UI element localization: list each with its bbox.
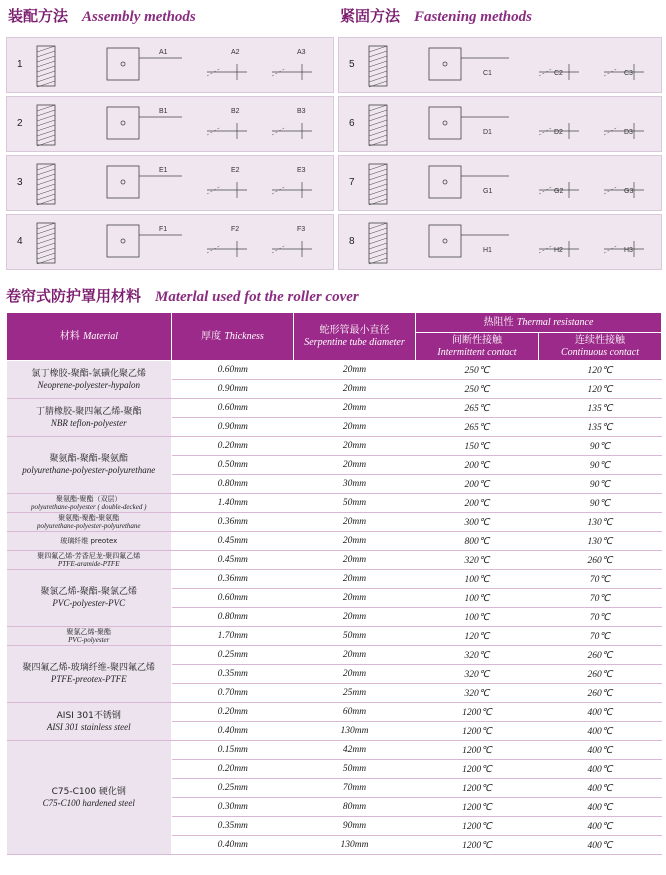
material-name: 聚氨酯-聚酯（双层） polyurethane-polyester ( double-decked ): [7, 494, 172, 513]
fastening-heading-cn: 紧固方法: [340, 7, 401, 25]
table-cell: 0.25mm: [172, 779, 294, 798]
method-label: H3: [624, 247, 633, 254]
table-cell: 260℃: [539, 646, 662, 665]
method-drawing: [339, 97, 661, 151]
table-cell: 0.45mm: [172, 532, 294, 551]
material-name: 聚氯乙烯-聚酯-聚氯乙烯 PVC-polyester-PVC: [7, 570, 172, 627]
table-cell: 20mm: [294, 380, 416, 399]
table-row: [7, 437, 662, 456]
assembly-panel: [6, 155, 334, 211]
table-cell: 0.60mm: [172, 589, 294, 608]
table-cell: 130mm: [294, 722, 416, 741]
method-number: 1: [17, 59, 23, 70]
table-cell: 0.60mm: [172, 399, 294, 418]
table-cell: 400℃: [539, 741, 662, 760]
table-cell: 0.90mm: [172, 380, 294, 399]
method-label: F1: [159, 226, 168, 233]
table-cell: 135℃: [539, 399, 662, 418]
table-cell: 1.70mm: [172, 627, 294, 646]
table-row: [7, 741, 662, 760]
table-cell: 0.25mm: [172, 646, 294, 665]
method-label: G2: [554, 188, 564, 195]
table-cell: 265℃: [416, 399, 539, 418]
table-cell: 20mm: [294, 513, 416, 532]
table-cell: 1200℃: [416, 779, 539, 798]
method-label: H2: [554, 247, 563, 254]
table-cell: 20mm: [294, 608, 416, 627]
method-number: 2: [17, 118, 23, 129]
table-cell: 70℃: [539, 608, 662, 627]
table-cell: 400℃: [539, 817, 662, 836]
material-name: C75-C100 硬化钢 C75-C100 hardened steel: [7, 741, 172, 855]
method-number: 3: [17, 177, 23, 188]
table-cell: 400℃: [539, 836, 662, 855]
table-cell: 400℃: [539, 703, 662, 722]
table-cell: 70℃: [539, 627, 662, 646]
method-label: E2: [231, 167, 240, 174]
table-cell: 250℃: [416, 361, 539, 380]
materials-heading-en: Materlal used fot the roller cover: [155, 289, 359, 305]
table-row: [7, 551, 662, 570]
table-cell: 1200℃: [416, 836, 539, 855]
table-row: [7, 703, 662, 722]
method-drawing: [7, 215, 333, 269]
method-drawing: [7, 97, 333, 151]
table-cell: 20mm: [294, 589, 416, 608]
table-cell: 50mm: [294, 494, 416, 513]
table-cell: 1200℃: [416, 760, 539, 779]
table-cell: 1200℃: [416, 722, 539, 741]
header-thermal: 热阻性 Thermal resistance: [416, 313, 662, 333]
table-cell: 20mm: [294, 570, 416, 589]
method-drawing: [339, 156, 661, 210]
table-cell: 130mm: [294, 836, 416, 855]
table-cell: 200℃: [416, 475, 539, 494]
table-cell: 0.35mm: [172, 665, 294, 684]
table-cell: 90℃: [539, 494, 662, 513]
table-cell: 1200℃: [416, 798, 539, 817]
method-label: A3: [297, 49, 306, 56]
table-row: [7, 361, 662, 380]
table-cell: 320℃: [416, 665, 539, 684]
table-cell: 0.36mm: [172, 570, 294, 589]
table-cell: 20mm: [294, 361, 416, 380]
table-cell: 0.20mm: [172, 760, 294, 779]
table-row: [7, 627, 662, 646]
table-cell: 250℃: [416, 380, 539, 399]
table-cell: 0.30mm: [172, 798, 294, 817]
method-drawing: [7, 38, 333, 92]
table-cell: 0.45mm: [172, 551, 294, 570]
method-drawing: [339, 38, 661, 92]
table-cell: 400℃: [539, 798, 662, 817]
table-cell: 0.90mm: [172, 418, 294, 437]
table-cell: 130℃: [539, 513, 662, 532]
assembly-heading-en: Assembly methods: [82, 9, 196, 25]
table-cell: 320℃: [416, 684, 539, 703]
table-cell: 0.20mm: [172, 437, 294, 456]
table-row: [7, 532, 662, 551]
table-cell: 80mm: [294, 798, 416, 817]
fastening-panel: [338, 96, 662, 152]
table-cell: 120℃: [539, 380, 662, 399]
table-cell: 70℃: [539, 589, 662, 608]
table-cell: 0.80mm: [172, 608, 294, 627]
method-number: 5: [349, 59, 355, 70]
table-cell: 200℃: [416, 456, 539, 475]
table-cell: 265℃: [416, 418, 539, 437]
table-cell: 260℃: [539, 551, 662, 570]
table-cell: 20mm: [294, 418, 416, 437]
table-cell: 0.15mm: [172, 741, 294, 760]
table-cell: 120℃: [539, 361, 662, 380]
table-cell: 1200℃: [416, 817, 539, 836]
fastening-panel: [338, 155, 662, 211]
table-cell: 0.20mm: [172, 703, 294, 722]
material-name: 玻璃纤维 preotex: [7, 532, 172, 551]
table-cell: 0.60mm: [172, 361, 294, 380]
table-cell: 150℃: [416, 437, 539, 456]
table-cell: 1.40mm: [172, 494, 294, 513]
method-number: 8: [349, 236, 355, 247]
material-name: 聚氨酯-聚酯-聚氨酯 polyurethane-polyester-polyurethane: [7, 437, 172, 494]
material-name: 聚四氟乙烯-芳香尼龙-聚四氟乙烯 PTFE-aramide-PTFE: [7, 551, 172, 570]
table-cell: 400℃: [539, 779, 662, 798]
material-name: 氯丁橡胶-聚酯-氯磺化聚乙烯 Neoprene-polyester-hypalon: [7, 361, 172, 399]
method-label: B1: [159, 108, 168, 115]
table-cell: 100℃: [416, 589, 539, 608]
method-label: D2: [554, 129, 563, 136]
table-cell: 90℃: [539, 475, 662, 494]
table-cell: 70℃: [539, 570, 662, 589]
table-cell: 20mm: [294, 665, 416, 684]
table-cell: 120℃: [416, 627, 539, 646]
method-label: B2: [231, 108, 240, 115]
method-label: D1: [483, 129, 492, 136]
table-cell: 20mm: [294, 646, 416, 665]
method-label: A1: [159, 49, 168, 56]
table-cell: 130℃: [539, 532, 662, 551]
table-cell: 100℃: [416, 608, 539, 627]
table-cell: 20mm: [294, 551, 416, 570]
material-name: 丁腈橡胶-聚四氟乙烯-聚酯 NBR teflon-polyester: [7, 399, 172, 437]
method-label: G1: [483, 188, 493, 195]
fastening-panel: [338, 37, 662, 93]
table-row: [7, 494, 662, 513]
method-drawing: [339, 215, 661, 269]
table-cell: 300℃: [416, 513, 539, 532]
method-label: B3: [297, 108, 306, 115]
material-name: 聚氯乙烯-聚酯 PVC-polyester: [7, 627, 172, 646]
table-row: [7, 399, 662, 418]
table-cell: 0.40mm: [172, 722, 294, 741]
table-cell: 50mm: [294, 760, 416, 779]
table-cell: 70mm: [294, 779, 416, 798]
table-cell: 0.35mm: [172, 817, 294, 836]
material-name: 聚四氟乙烯-玻璃纤维-聚四氟乙烯 PTFE-preotex-PTFE: [7, 646, 172, 703]
assembly-heading-cn: 装配方法: [8, 7, 69, 25]
method-label: F3: [297, 226, 306, 233]
method-label: F2: [231, 226, 240, 233]
header-thickness: 厚度 Thickness: [172, 313, 294, 361]
table-cell: 90℃: [539, 456, 662, 475]
table-row: [7, 513, 662, 532]
method-label: C3: [624, 70, 633, 77]
table-cell: 0.50mm: [172, 456, 294, 475]
table-cell: 60mm: [294, 703, 416, 722]
assembly-panel: [6, 37, 334, 93]
table-cell: 800℃: [416, 532, 539, 551]
method-label: C1: [483, 70, 492, 77]
header-diameter: 蛇形管最小直径 Serpentine tube diameter: [294, 313, 416, 361]
table-row: [7, 570, 662, 589]
table-cell: 20mm: [294, 456, 416, 475]
table-row: [7, 646, 662, 665]
method-number: 4: [17, 236, 23, 247]
table-cell: 30mm: [294, 475, 416, 494]
method-label: H1: [483, 247, 492, 254]
assembly-panel: [6, 214, 334, 270]
table-cell: 20mm: [294, 437, 416, 456]
table-cell: 20mm: [294, 532, 416, 551]
materials-heading: [6, 285, 359, 306]
assembly-heading: [8, 5, 196, 26]
materials-table: [6, 312, 662, 855]
method-label: E1: [159, 167, 168, 174]
table-cell: 90mm: [294, 817, 416, 836]
method-label: E3: [297, 167, 306, 174]
table-cell: 100℃: [416, 570, 539, 589]
table-cell: 260℃: [539, 684, 662, 703]
table-cell: 25mm: [294, 684, 416, 703]
table-cell: 0.70mm: [172, 684, 294, 703]
fastening-heading-en: Fastening methods: [414, 9, 532, 25]
method-label: D3: [624, 129, 633, 136]
table-cell: 1200℃: [416, 741, 539, 760]
material-name: AISI 301不锈钢 AISI 301 stainless steel: [7, 703, 172, 741]
table-cell: 135℃: [539, 418, 662, 437]
method-label: G3: [624, 188, 634, 195]
assembly-panel: [6, 96, 334, 152]
table-cell: 320℃: [416, 646, 539, 665]
table-cell: 400℃: [539, 722, 662, 741]
method-drawing: [7, 156, 333, 210]
table-cell: 42mm: [294, 741, 416, 760]
method-label: A2: [231, 49, 240, 56]
method-number: 6: [349, 118, 355, 129]
table-cell: 90℃: [539, 437, 662, 456]
table-cell: 50mm: [294, 627, 416, 646]
fastening-heading: [340, 5, 532, 26]
fastening-panel: [338, 214, 662, 270]
table-cell: 260℃: [539, 665, 662, 684]
header-intermittent: 间断性接触 Intermittent contact: [416, 333, 539, 361]
method-label: C2: [554, 70, 563, 77]
table-cell: 200℃: [416, 494, 539, 513]
method-number: 7: [349, 177, 355, 188]
table-cell: 20mm: [294, 399, 416, 418]
table-cell: 0.40mm: [172, 836, 294, 855]
materials-heading-cn: 卷帘式防护罩用材料: [6, 287, 142, 305]
header-continuous: 连续性接触 Continuous contact: [539, 333, 662, 361]
material-name: 聚氨酯-聚酯-聚氨酯 polyurethane-polyester-polyurethane: [7, 513, 172, 532]
table-cell: 0.36mm: [172, 513, 294, 532]
table-cell: 400℃: [539, 760, 662, 779]
header-material: 材料 Material: [7, 313, 172, 361]
table-cell: 320℃: [416, 551, 539, 570]
table-cell: 0.80mm: [172, 475, 294, 494]
table-cell: 1200℃: [416, 703, 539, 722]
